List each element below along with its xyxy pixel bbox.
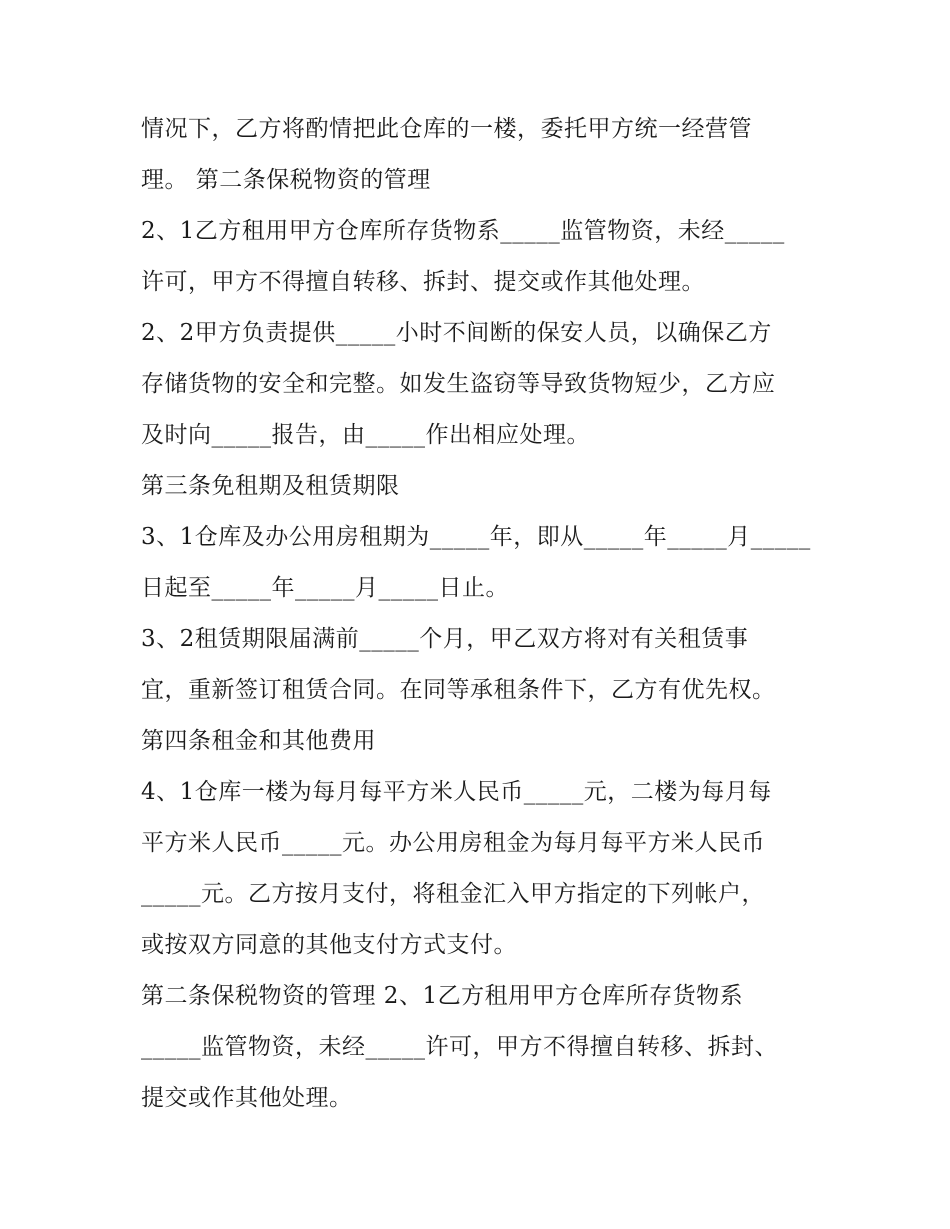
text-line: 2、1乙方租用甲方仓库所存货物系_____监管物资，未经_____ [141, 218, 785, 244]
text-line: 3、2租赁期限届满前_____个月，甲乙双方将对有关租赁事 [141, 626, 749, 652]
text-line: 2、2甲方负责提供_____小时不间断的保安人员，以确保乙方 [141, 320, 772, 346]
text-line: _____元。乙方按月支付，将租金汇入甲方指定的下列帐户， [141, 881, 765, 907]
text-line: 或按双方同意的其他支付方式支付。 [141, 932, 517, 958]
text-line: 情况下，乙方将酌情把此仓库的一楼，委托甲方统一经营管 [141, 116, 752, 142]
text-line: 3、1仓库及办公用房租期为_____年，即从_____年_____月_____ [141, 524, 811, 550]
text-line: 提交或作其他处理。 [141, 1085, 353, 1111]
text-line: 存储货物的安全和完整。如发生盗窃等导致货物短少，乙方应 [141, 371, 776, 397]
text-line: 及时向_____报告，由_____作出相应处理。 [141, 422, 590, 448]
document-body [141, 104, 821, 1124]
text-line: _____监管物资，未经_____许可，甲方不得擅自转移、拆封、 [141, 1034, 778, 1060]
section-heading: 第四条租金和其他费用 [141, 728, 376, 754]
section-heading: 第三条免租期及租赁期限 [141, 473, 400, 499]
text-line: 平方米人民币_____元。办公用房租金为每月每平方米人民币 [141, 830, 765, 856]
text-line: 第二条保税物资的管理 2、1乙方租用甲方仓库所存货物系 [141, 983, 744, 1009]
text-line: 许可，甲方不得擅自转移、拆封、提交或作其他处理。 [141, 269, 705, 295]
text-line: 4、1仓库一楼为每月每平方米人民币_____元，二楼为每月每 [141, 779, 772, 805]
text-line: 理。 第二条保税物资的管理 [141, 167, 431, 193]
text-line: 宜，重新签订租赁合同。在同等承租条件下，乙方有优先权。 [141, 677, 776, 703]
text-line: 日起至_____年_____月_____日止。 [141, 575, 509, 601]
